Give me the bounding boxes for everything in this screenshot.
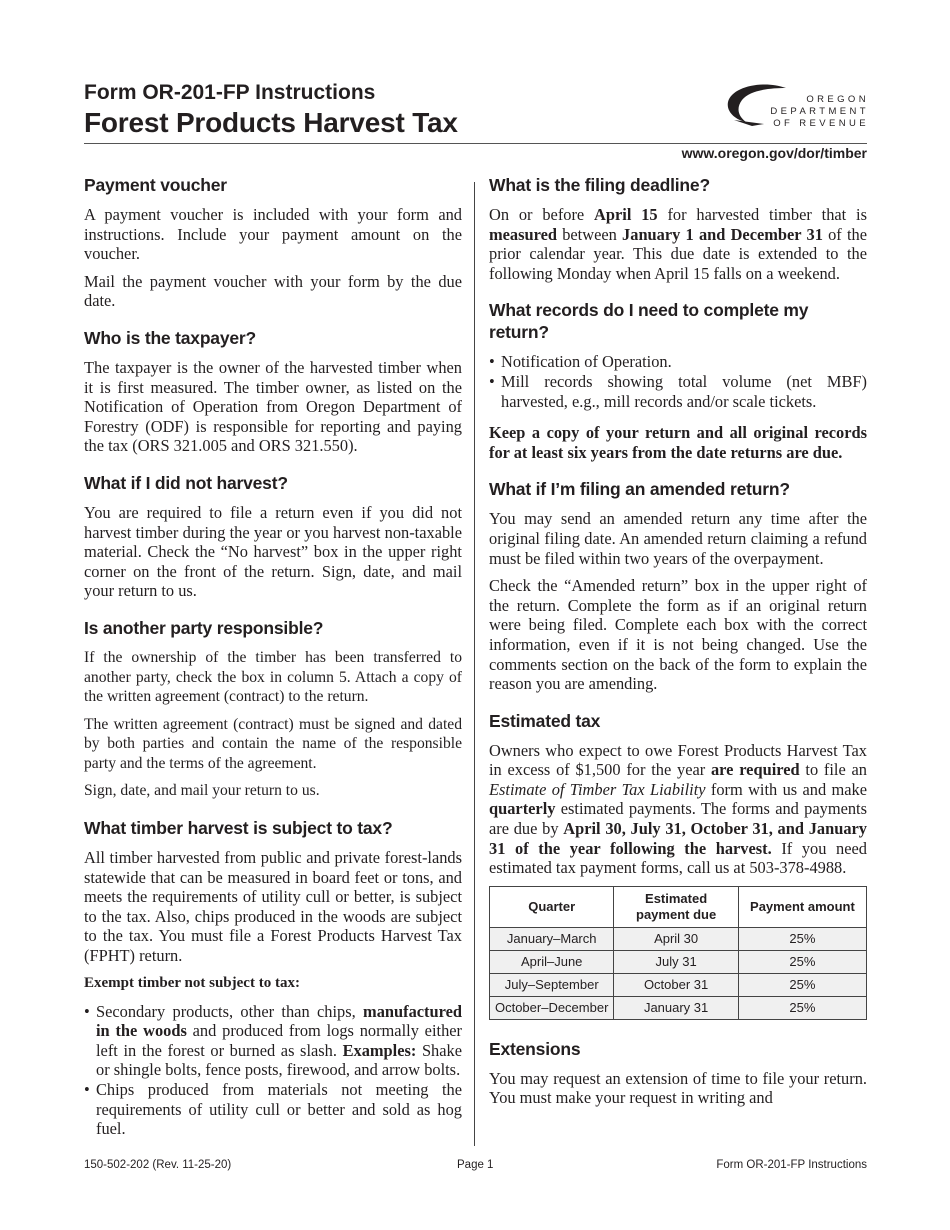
paragraph: You are required to file a return even if you did not harvest timber during the year or you harvest non-taxable material. Check the “No harvest” box in the upper right corner on the front of the return. Sign, date, and mail your return to us.	[84, 502, 462, 601]
records-section	[489, 299, 867, 462]
paragraph: You may send an amended return any time after the original filing date. An amended return claiming a refund must be filed within two years of the overpayment.	[489, 509, 867, 568]
estimated-tax-section	[489, 710, 867, 1020]
extensions-section	[489, 1038, 867, 1108]
footer-page-number: Page 1	[457, 1159, 494, 1171]
section-heading: What if I did not harvest?	[84, 472, 288, 493]
left-column	[84, 174, 462, 1155]
taxpayer-section	[84, 327, 462, 456]
section-heading: What records do I need to complete my return?	[489, 300, 809, 343]
list-item: • Notification of Operation.	[489, 352, 867, 372]
section-heading: What if I’m filing an amended return?	[489, 479, 790, 500]
paragraph: On or before April 15 for harvested timber that is measured between January 1 and December 31 of the prior calendar year. This due date is extended to the following Monday when April 15 falls on a weekend.	[489, 205, 867, 283]
paragraph: If the ownership of the timber has been transferred to another party, check the box in column 5. Attach a copy of the written agreement (contract) to the return.	[84, 648, 462, 706]
no-harvest-section	[84, 472, 462, 601]
list-item: • Chips produced from materials not meeting the requirements of utility cull or better and sold as hog fuel.	[84, 1080, 462, 1139]
keep-records-note: Keep a copy of your return and all original records for at least six years from the date returns are due.	[489, 423, 867, 462]
table-row: April–June July 31 25%	[490, 950, 867, 973]
subject-to-tax-section	[84, 817, 462, 1139]
section-heading: Estimated tax	[489, 710, 601, 731]
paragraph: All timber harvested from public and private forest-lands statewide that can be measured in board feet or tons, and meets the requirements of utility cull or better, is subject to the tax. Also, chips produced in the woods are subject to the tax. You must file a Forest Products Harvest Tax (FPHT) return.	[84, 848, 462, 966]
paragraph: Owners who expect to owe Forest Products Harvest Tax in excess of $1,500 for the year are required to file an Estimate of Timber Tax Liability form with us and make quarterly estimated payments. The forms and payments are due by April 30, July 31, October 31, and January 31 of the year following the harvest. If you need estimated tax payment forms, call us at 503-378-4988.	[489, 740, 868, 878]
records-list	[489, 352, 867, 411]
page-header	[84, 80, 867, 139]
table-row: January–March April 30 25%	[490, 927, 867, 950]
section-heading: Payment voucher	[84, 175, 227, 195]
filing-deadline-section	[489, 174, 867, 283]
estimated-payment-table	[489, 886, 867, 1020]
logo-line-department: DEPARTMENT	[770, 106, 869, 117]
paragraph: Mail the payment voucher with your form by the due date.	[84, 271, 462, 311]
paragraph: You may request an extension of time to file your return. You must make your request in writing and	[489, 1068, 867, 1108]
section-heading: What timber harvest is subject to tax?	[84, 818, 393, 839]
paragraph: A payment voucher is included with your form and instructions. Include your payment amount on the voucher.	[84, 205, 462, 264]
right-column	[489, 174, 867, 1116]
section-heading: Is another party responsible?	[84, 617, 324, 638]
form-number: Form OR-201-FP Instructions	[84, 81, 376, 104]
paragraph: Check the “Amended return” box in the upper right of the return. Complete the form as if an original return were being filed. Complete each box with the correct information, even if it is not being changed. Use the comments section on the back of the form to explain the reason you are amending.	[489, 576, 867, 694]
amended-return-section	[489, 478, 867, 693]
logo-line-revenue: OF REVENUE	[773, 118, 869, 129]
paragraph: Sign, date, and mail your return to us.	[84, 782, 320, 800]
another-party-section	[84, 617, 462, 801]
section-heading: Extensions	[489, 1038, 581, 1059]
payment-voucher-section	[84, 174, 462, 311]
list-item: • Secondary products, other than chips, manufactured in the woods and produced from logs normally either left in the forest or burned as slash. Examples: Shake or shingle bolts, fence posts, firewood, and arrow bolts.	[84, 1002, 462, 1080]
column-divider	[474, 182, 475, 1146]
paragraph: The taxpayer is the owner of the harvested timber when it is first measured. The timber owner, as listed on the Notification of Operation from Oregon Department of Forestry (ODF) is responsible for reporting and paying the tax (ORS 321.005 and ORS 321.550).	[84, 357, 462, 456]
table-row: October–December January 31 25%	[490, 996, 867, 1019]
list-item: • Mill records showing total volume (net MBF) harvested, e.g., mill records and/or scale tickets.	[489, 372, 867, 411]
section-heading: Who is the taxpayer?	[84, 327, 257, 348]
exempt-subheading: Exempt timber not subject to tax:	[84, 974, 300, 991]
table-header: Quarter	[490, 886, 614, 927]
table-row: July–September October 31 25%	[490, 973, 867, 996]
table-header: Estimated payment due	[614, 886, 738, 927]
paragraph: The written agreement (contract) must be signed and dated by both parties and contain the name of the responsible party and the terms of the agreement.	[84, 715, 462, 772]
logo-line-oregon: OREGON	[806, 94, 869, 105]
footer-form-name: Form OR-201-FP Instructions	[716, 1159, 867, 1171]
footer-form-revision: 150-502-202 (Rev. 11-25-20)	[84, 1159, 232, 1171]
section-heading: What is the filing deadline?	[489, 175, 710, 195]
oregon-revenue-logo	[724, 82, 869, 132]
header-rule	[84, 143, 867, 144]
table-header: Payment amount	[738, 886, 866, 927]
exempt-list	[84, 1002, 462, 1139]
page-title: Forest Products Harvest Tax	[84, 107, 458, 138]
website-link[interactable]: www.oregon.gov/dor/timber	[681, 145, 867, 161]
